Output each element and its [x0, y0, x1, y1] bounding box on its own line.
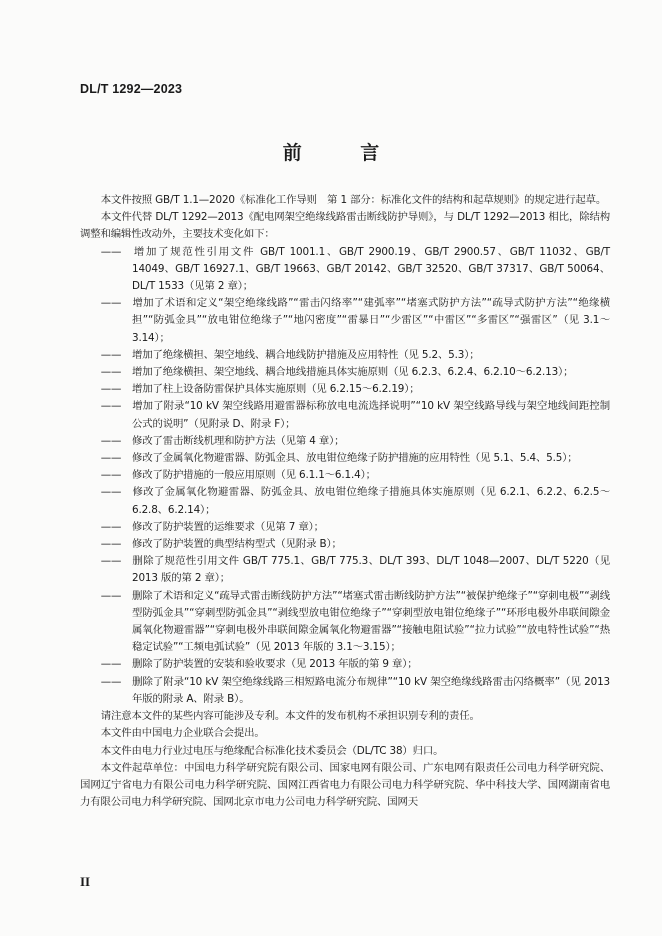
- change-item: [101, 484, 610, 518]
- change-item-text: 修改了防护装置的运维要求（见第 7 章）；: [131, 520, 324, 533]
- change-item-text: 删除了规范性引用文件 GB/T 775.1、GB/T 775.3、DL/T 393、DL/T 1048—2007、DL/T 5220（见 2013 版的第 2 章）；: [131, 555, 610, 585]
- change-item-text: 删除了术语和定义“疏导式雷击断线防护方法”“堵塞式雷击断线防护方法”“被保护绝缘子”“穿刺电极”“剥线型防弧金具”“穿刺型防弧金具”“剥线型放电钳位绝缘子”“穿刺型放电钳位绝缘子”“环形电极外串联间隙金属氧化物避雷器”“穿刺电极外串联间隙金属氧化物避雷器”“接触电阻试验”“拉力试验”“放电特性试验”“热稳定试验”“工频电弧试验”（见 2013 年版的 3.1～3.15）；: [131, 589, 610, 654]
- standard-code: DL/T 1292—2023: [80, 82, 183, 96]
- change-item-text: 增加了术语和定义“架空绝缘线路”“雷击闪络率”“建弧率”“堵塞式防护方法”“疏导式防护方法”“绝缘横担”“防弧金具”“放电钳位绝缘子”“地闪密度”“雷暴日”“少雷区”“中雷区”“多雷区”“强雷区”（见 3.1～3.14）；: [131, 297, 610, 344]
- changes-list: [80, 244, 610, 708]
- em-dash-marker: ——: [100, 469, 122, 482]
- change-item: [101, 398, 610, 432]
- change-item: [101, 467, 610, 484]
- change-item-text: 删除了防护装置的安装和验收要求（见 2013 年版的第 9 章）；: [131, 658, 418, 671]
- em-dash-marker: ——: [100, 245, 122, 258]
- change-item: [101, 553, 610, 587]
- page-number: II: [80, 874, 91, 889]
- closing-paragraph: 本文件由中国电力企业联合会提出。: [100, 727, 265, 740]
- em-dash-marker: ——: [100, 675, 122, 688]
- change-item: [101, 433, 610, 450]
- change-item: [101, 347, 610, 364]
- change-item-text: 修改了防护装置的典型结构型式（见附录 B）；: [131, 538, 342, 551]
- change-item-text: 增加了规范性引用文件 GB/T 1001.1、GB/T 2900.19、GB/T 2900.57、GB/T 11032、GB/T 14049、GB/T 16927.1、GB/T 19663、GB/T 20142、GB/T 32520、GB/T 37317、GB/T 50064、DL/T 1533（见第 2 章）；: [131, 245, 610, 293]
- change-item-text: 修改了雷击断线机理和防护方法（见第 4 章）；: [131, 434, 345, 447]
- change-item-text: 修改了金属氧化物避雷器、防弧金具、放电钳位绝缘子防护措施的应用特性（见 5.1、5.4、5.5）；: [131, 452, 578, 465]
- change-item: [101, 536, 610, 553]
- intro-paragraph: 本文件按照 GB/T 1.1—2020《标准化工作导则 第 1 部分：标准化文件的结构和起草规则》的规定进行起草。: [100, 194, 607, 206]
- change-item-text: 删除了附录“10 kV 架空绝缘线路三相短路电流分布规律”“10 kV 架空绝缘线路雷击闪络概率”（见 2013 年版的附录 A、附录 B）。: [131, 675, 610, 705]
- em-dash-marker: ——: [100, 452, 122, 465]
- em-dash-marker: ——: [100, 400, 122, 413]
- change-item-text: 修改了防护措施的一般应用原则（见 6.1.1～6.1.4）；: [131, 469, 376, 482]
- foreword-body: [80, 192, 610, 811]
- em-dash-marker: ——: [100, 520, 122, 533]
- closing-paragraph: 本文件起草单位：中国电力科学研究院有限公司、国家电网有限公司、广东电网有限责任公司电力科学研究院、国网辽宁省电力有限公司电力科学研究院、国网江西省电力有限公司电力科学研究院、华中科技大学、国网湖南省电力有限公司电力科学研究院、国网北京市电力公司电力科学研究院、国网天: [80, 761, 610, 809]
- em-dash-marker: ——: [100, 589, 122, 602]
- em-dash-marker: ——: [100, 366, 122, 379]
- change-item: [101, 519, 610, 536]
- change-item: [101, 588, 610, 657]
- change-item: [101, 295, 610, 347]
- closing-paragraph: 请注意本文件的某些内容可能涉及专利。本文件的发布机构不承担识别专利的责任。: [100, 710, 480, 723]
- em-dash-marker: ——: [100, 434, 122, 447]
- change-item-text: 增加了绝缘横担、架空地线、耦合地线防护措施及应用特性（见 5.2、5.3）；: [131, 348, 480, 361]
- em-dash-marker: ——: [100, 348, 122, 361]
- change-item-text: 增加了附录“10 kV 架空线路用避雷器标称放电电流选择说明”“10 kV 架空线路导线与架空地线间距控制公式的说明”（见附录 D、附录 F）；: [131, 400, 610, 430]
- change-item: [101, 381, 610, 398]
- em-dash-marker: ——: [100, 297, 122, 310]
- change-item: [101, 364, 610, 381]
- change-item: [101, 656, 610, 673]
- change-item: [101, 674, 610, 708]
- em-dash-marker: ——: [100, 486, 122, 499]
- em-dash-marker: ——: [100, 538, 122, 551]
- page-title: 前 言: [282, 142, 406, 164]
- em-dash-marker: ——: [100, 658, 122, 671]
- change-item-text: 修改了金属氧化物避雷器、防弧金具、放电钳位绝缘子措施具体实施原则（见 6.2.1、6.2.2、6.2.5～6.2.8、6.2.14）；: [131, 486, 610, 516]
- change-item-text: 增加了绝缘横担、架空地线、耦合地线措施具体实施原则（见 6.2.3、6.2.4、6.2.10～6.2.13）；: [131, 366, 574, 379]
- closing-paragraph: 本文件由电力行业过电压与绝缘配合标准化技术委员会（DL/TC 38）归口。: [100, 744, 444, 757]
- intro-paragraph: 本文件代替 DL/T 1292—2013《配电网架空绝缘线路雷击断线防护导则》，与 DL/T 1292—2013 相比，除结构调整和编辑性改动外，主要技术变化如下：: [80, 211, 610, 241]
- change-item: [101, 244, 610, 296]
- em-dash-marker: ——: [100, 383, 122, 396]
- change-item-text: 增加了柱上设备防雷保护具体实施原则（见 6.2.15～6.2.19）；: [131, 383, 420, 396]
- em-dash-marker: ——: [100, 555, 122, 568]
- change-item: [101, 450, 610, 467]
